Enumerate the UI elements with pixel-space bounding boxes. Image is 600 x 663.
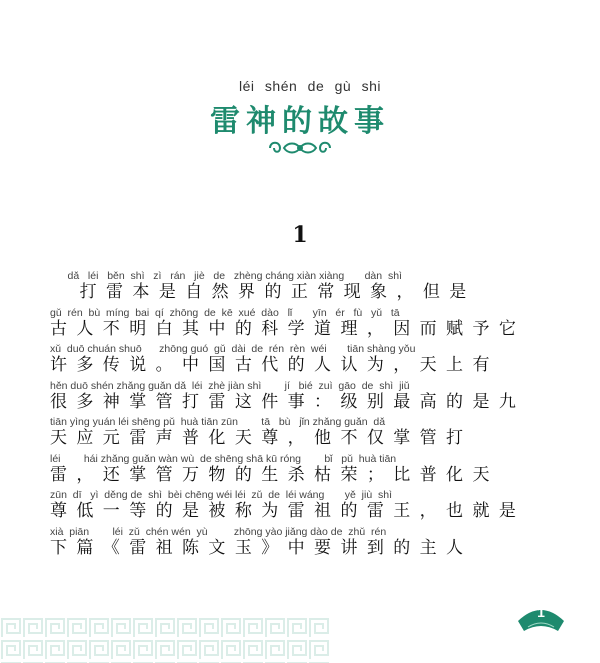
pinyin-line: tiān yìng yuán léi shēng pǔ huà tiān zūn tā bù jǐn zhǎng guǎn dǎ — [50, 416, 386, 428]
text-line — [50, 489, 520, 521]
page-number: 1 — [537, 604, 545, 620]
title-block — [0, 78, 600, 140]
text-line — [50, 270, 520, 302]
hanzi-line: 打 雷 本 是 自 然 界 的 正 常 现 象 ， 但 是 — [50, 282, 469, 302]
hanzi-line: 古 人 不 明 白 其 中 的 科 学 道 理 ， 因 而 赋 予 它 — [50, 318, 518, 339]
pinyin-line: léi hái zhǎng guǎn wàn wù de shēng shā kū róng bǐ pǔ huà tiān — [50, 452, 397, 465]
pinyin-line: gǔ rén bù míng bai qí zhōng de kē xué dào lǐ yīn ér fù yǔ tā — [50, 306, 400, 319]
hanzi-line: 下 篇 《 雷 祖 陈 文 玉 》 中 要 讲 到 的 主 人 — [50, 537, 466, 558]
title-pinyin: léi shén de gù shi — [239, 78, 381, 94]
page-title: 雷神的故事 — [210, 104, 390, 139]
hanzi-line: 尊 低 一 等 的 是 被 称 为 雷 祖 的 雷 王 ， 也 就 是 — [50, 501, 518, 521]
decorative-pattern — [0, 617, 330, 663]
text-line — [50, 343, 520, 375]
ornament-icon — [266, 138, 334, 158]
pinyin-line: xià piān léi zǔ chén wén yù zhōng yào jiǎng dào de zhǔ rén — [50, 525, 387, 538]
pinyin-line: xǔ duō chuán shuō zhōng guó gǔ dài de rén rèn wéi tiān shàng yǒu — [50, 343, 416, 355]
text-line — [50, 526, 520, 558]
chapter-number: 1 — [292, 222, 308, 248]
pinyin-line: dǎ léi běn shì zì rán jiè de zhèng cháng xiàn xiàng dàn shì — [50, 270, 402, 282]
text-line — [50, 380, 520, 412]
story-body — [50, 270, 520, 562]
hanzi-line: 雷 ， 还 掌 管 万 物 的 生 杀 枯 荣 ； 比 普 化 天 — [50, 464, 492, 485]
hanzi-line: 很 多 神 掌 管 打 雷 这 件 事 ： 级 别 最 高 的 是 九 — [50, 391, 518, 412]
text-line — [50, 453, 520, 485]
text-line — [50, 416, 520, 448]
pinyin-line: hěn duō shén zhǎng guǎn dǎ léi zhè jiàn shì jí bié zuì gāo de shì jiǔ — [50, 379, 410, 392]
hanzi-line: 许 多 传 说 。 中 国 古 代 的 人 认 为 ， 天 上 有 — [50, 355, 492, 375]
hanzi-line: 天 应 元 雷 声 普 化 天 尊 ， 他 不 仅 掌 管 打 — [50, 428, 466, 448]
pinyin-line: zūn dī yì děng de shì bèi chēng wéi léi zǔ de léi wáng yě jiù shì — [50, 489, 393, 501]
text-line — [50, 307, 520, 339]
